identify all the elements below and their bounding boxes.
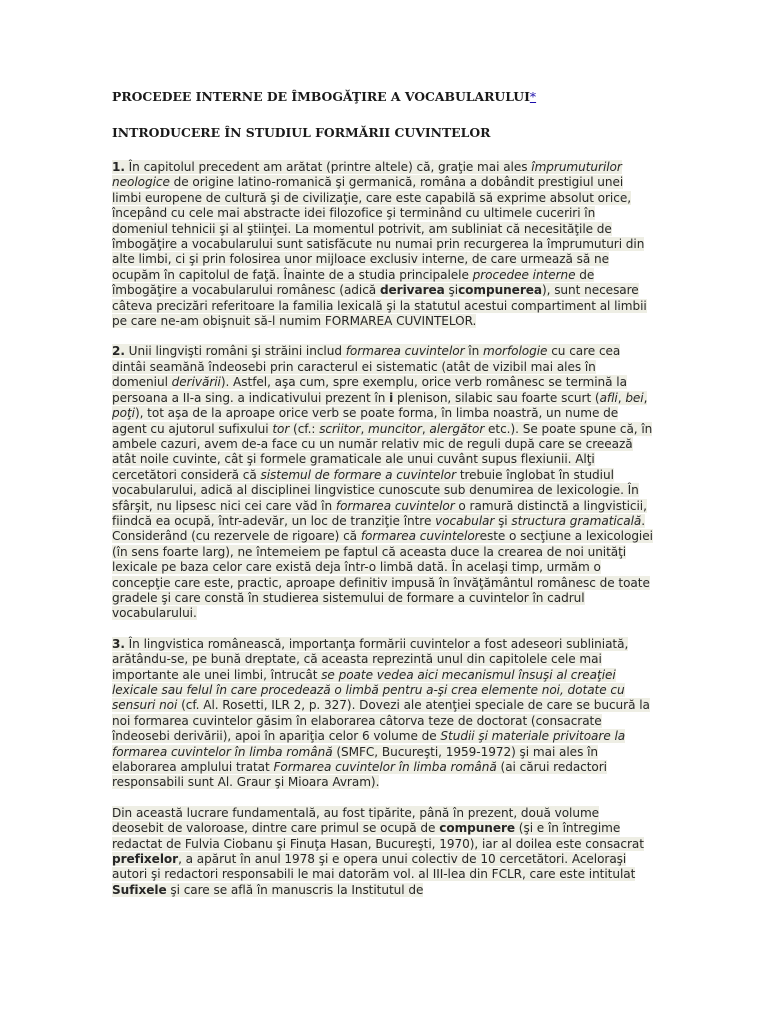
- text-run: o ramură distinctă a lingvisticii, fiindcă ea ocupă, într-adevăr, un loc de tranziţie între: [112, 498, 647, 528]
- italic-term: morfologie: [482, 344, 548, 359]
- italic-term: împrumuturilor neologice: [112, 160, 622, 190]
- paragraph-number: 1.: [112, 160, 125, 174]
- italic-term: formarea cuvintelor: [360, 529, 480, 544]
- text-run: etc.). Se poate spune că, în ambele cazuri, avem de-a face cu un număr relativ mic de reguli după care se creează atât noile cuvinte, cât şi formele gramaticale ale unui cuvânt supus flexiunii. Alţi cercetători consideră că: [112, 421, 653, 482]
- text-run: (şi e în întregime redactat de Fulvia Ciobanu şi Finuţa Hasan, Bucureşti, 1970), iar al doilea este consacrat: [112, 821, 644, 851]
- section-subtitle: INTRODUCERE ÎN STUDIUL FORMĂRII CUVINTELOR: [112, 125, 491, 140]
- text-run: Din această lucrare fundamentală, au fost tipărite, până în prezent, două volume deosebit de valoroase, dintre care primul se ocupă de: [112, 805, 600, 836]
- italic-term: formarea cuvintelor: [335, 498, 455, 513]
- text-run: este o secţiune a lexicologiei (în sens foarte larg), ne întemeiem pe faptul că aceasta duce la crearea de noi unităţi lexicale pe baza celor care există deja într-o limbă dată. În acelaşi timp, urmăm o concepţie care este, practic, aproape definitiv impusă în învăţământul românesc de toate gradele şi care constă în studierea sistemului de formare a cuvintelor în cadrul vocabularului.: [112, 529, 653, 621]
- text-run: (cf. Al. Rosetti, ILR 2, p. 327). Dovezi ale atenţiei speciale de care se bucură la noi formarea cuvintelor găsim în elaborarea câtorva teze de doctorat (consacrate îndeosebi derivării), apoi în apariţia celor 6 volume de: [112, 698, 650, 744]
- paragraph-number: 3.: [112, 636, 125, 651]
- italic-term: formarea cuvintelor: [345, 344, 465, 359]
- bold-term: derivarea: [379, 283, 445, 298]
- text-run: plenison, silabic sau foarte scurt (: [393, 390, 600, 405]
- italic-term: tor: [272, 421, 290, 436]
- paragraph-number: 2.: [112, 344, 125, 359]
- text-run: în: [464, 344, 483, 359]
- text-run: , a apărut în anul 1978 şi e opera unui colectiv de 10 cercetători. Aceloraşi autori şi redactori responsabili le mai datorăm vol. al III-lea din FCLR, care este intitulat: [112, 852, 636, 882]
- italic-term: Formarea cuvintelor în limba română: [273, 760, 497, 775]
- italic-term: afli: [599, 390, 618, 405]
- bold-term: prefixelor: [112, 852, 179, 867]
- page-title: [112, 88, 654, 105]
- text-run: ), sunt necesare câteva precizări referitoare la familia lexicală şi la statutul acestui compartiment al limbii pe care ne-am obişnuit să-l numim FORMAREA CUVINTELOR.: [112, 283, 647, 329]
- text-run: ), tot aşa de la aproape orice verb se poate forma, în limba noastră, un nume de agent cu ajutorul sufixului: [112, 406, 619, 436]
- bold-term: Sufixele: [112, 882, 167, 897]
- bold-term: compunere: [439, 821, 516, 836]
- italic-term: vocabular: [435, 513, 495, 528]
- italic-term: sistemul de formare a cuvintelor: [260, 467, 457, 482]
- text-run: . Considerând (cu rezervele de rigoare) că: [112, 513, 646, 544]
- text-run: şi: [494, 513, 512, 528]
- italic-term: Studii şi materiale privitoare la formarea cuvintelor în limba română: [112, 729, 626, 759]
- italic-term: alergător: [429, 421, 485, 436]
- bold-term: compunerea: [458, 283, 542, 298]
- italic-term: poţi: [112, 406, 135, 421]
- text-run: cu care cea dintâi seamănă îndeosebi prin caracterul ei sistematic (atât de vizibil mai ales în domeniul: [112, 344, 621, 390]
- text-run: de origine latino-romanică şi germanică, româna a dobândit prestigiul unei limbi europene de cultură şi de civilizaţie, care este capabilă să exprime absolut orice, începând cu cele mai abstracte idei filozofice şi terminând cu ultimele cuceriri în domeniul tehnicii şi al ştiinţei. La momentul potrivit, am subliniat că necesităţile de îmbogăţire a vocabularului sunt satisfăcute nu numai prin recurgerea la împrumuturi din alte limbi, ci şi prin folosirea unor mijloace exclusiv interne, de care urmează să ne ocupăm în capitolul de faţă. Înainte de a studia principalele: [112, 175, 645, 282]
- text-run: şi: [444, 283, 459, 298]
- text-run: ,: [360, 421, 369, 436]
- text-run: În lingvistica românească, importanţa formării cuvintelor a fost adeseori subliniată, arătându-se, pe bună dreptate, că aceasta reprezintă unul din capitolele cele mai importante ale unei limbi, întrucât: [112, 636, 629, 682]
- document-body: [112, 88, 654, 913]
- text-run: Unii lingvişti români şi străini includ: [124, 344, 346, 359]
- text-run: ). Astfel, aşa cum, spre exemplu, orice verb românesc se termină la persoana a II-a sing. a indicativului prezent în: [112, 375, 627, 405]
- text-run: de îmbogăţire a vocabularului românesc (adică: [112, 267, 595, 298]
- text-run: trebuie înglobat în studiul vocabularului, adică al disciplinei lingvistice cunoscute sub denumirea de lexicologie. În sfârşit, nu lipsesc nici cei care văd în: [112, 467, 639, 513]
- text-run: ,: [617, 390, 626, 405]
- italic-term: derivării: [171, 375, 221, 390]
- paragraph-1: [112, 160, 654, 329]
- text-run: (SMFC, Bucureşti, 1959-1972) şi mai ales în elaborarea amplului tratat: [112, 744, 598, 775]
- text-run: ,: [643, 390, 648, 405]
- footnote-link[interactable]: *: [529, 89, 537, 104]
- title-text: PROCEDEE INTERNE DE ÎMBOGĂŢIRE A VOCABULARULUI: [112, 89, 530, 104]
- text-run: (cf.:: [289, 421, 320, 436]
- text-run: (ai cărui redactori responsabili sunt Al. Graur şi Mioara Avram).: [112, 760, 607, 790]
- italic-term: bei: [625, 390, 644, 405]
- bold-term: i: [389, 390, 394, 405]
- text-run: şi care se află în manuscris la Institutul de: [166, 882, 424, 897]
- paragraph-2: [112, 344, 654, 621]
- text-run: În capitolul precedent am arătat (printre altele) că, graţie mai ales: [124, 160, 532, 174]
- paragraph-3: [112, 637, 654, 791]
- italic-term: scriitor: [319, 421, 361, 436]
- italic-term: se poate vedea aici mecanismul însuşi al creaţiei lexicale sau felul în care procedează o limbă pentru a-şi crea elemente noi, dotate cu sensuri noi: [112, 667, 625, 713]
- text-run: ,: [421, 421, 430, 436]
- paragraph-4: [112, 806, 654, 898]
- italic-term: procedee interne: [472, 267, 576, 282]
- italic-term: muncitor: [368, 421, 422, 436]
- italic-term: structura gramaticală: [511, 513, 642, 528]
